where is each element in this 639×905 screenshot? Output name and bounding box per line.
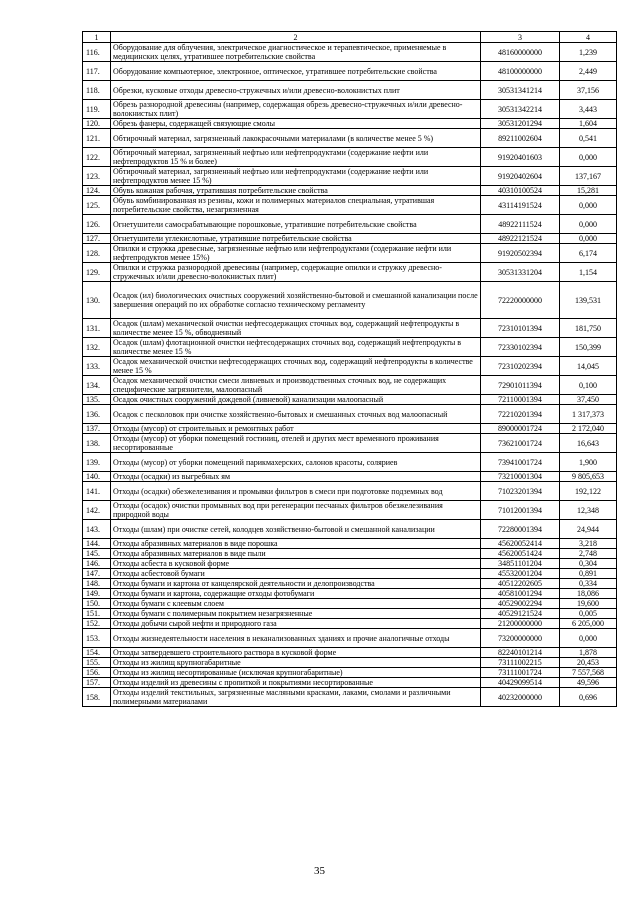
row-number: 129. bbox=[83, 263, 111, 282]
header-col-2: 2 bbox=[111, 32, 481, 43]
waste-name: Огнетушители углекислотные, утратившие потребительские свойства bbox=[111, 234, 481, 244]
row-number: 130. bbox=[83, 282, 111, 319]
waste-code: 73111001724 bbox=[481, 668, 560, 678]
waste-code: 72210201394 bbox=[481, 405, 560, 424]
waste-amount: 2 172,040 bbox=[560, 424, 617, 434]
table-row bbox=[83, 648, 617, 658]
row-number: 157. bbox=[83, 678, 111, 688]
waste-name: Осадок (ил) биологических очистных сооружений хозяйственно-бытовой и смешанной канализации после завершения операций по их обработке согласно техническому регламенту bbox=[111, 282, 481, 319]
waste-name: Обувь комбинированная из резины, кожи и полимерных материалов специальная, утратившая потребительские свойства, незагрязненная bbox=[111, 196, 481, 215]
waste-code: 40581001294 bbox=[481, 589, 560, 599]
waste-amount: 0,000 bbox=[560, 215, 617, 234]
table-row bbox=[83, 357, 617, 376]
table-row bbox=[83, 579, 617, 589]
waste-code: 89211002604 bbox=[481, 129, 560, 148]
table-row bbox=[83, 424, 617, 434]
waste-name: Отходы бумаги и картона, содержащие отходы фотобумаги bbox=[111, 589, 481, 599]
row-number: 124. bbox=[83, 186, 111, 196]
row-number: 137. bbox=[83, 424, 111, 434]
waste-amount: 0,000 bbox=[560, 196, 617, 215]
waste-name: Осадок (шлам) флотационной очистки нефтесодержащих сточных вод, содержащий нефтепродукты в количестве менее 15 % bbox=[111, 338, 481, 357]
table-row bbox=[83, 43, 617, 62]
waste-amount: 0,696 bbox=[560, 688, 617, 707]
waste-code: 73200000000 bbox=[481, 629, 560, 648]
row-number: 148. bbox=[83, 579, 111, 589]
waste-name: Отходы (осадки) обезжелезивания и промывки фильтров в смеси при подготовке подземных вод bbox=[111, 482, 481, 501]
waste-code: 40529002294 bbox=[481, 599, 560, 609]
table-row bbox=[83, 434, 617, 453]
waste-code: 91920402604 bbox=[481, 167, 560, 186]
waste-name: Отходы (шлам) при очистке сетей, колодцев хозяйственно-бытовой и смешанной канализации bbox=[111, 520, 481, 539]
row-number: 128. bbox=[83, 244, 111, 263]
row-number: 149. bbox=[83, 589, 111, 599]
waste-amount: 3,218 bbox=[560, 539, 617, 549]
waste-amount: 1,900 bbox=[560, 453, 617, 472]
table-row bbox=[83, 559, 617, 569]
table-row bbox=[83, 196, 617, 215]
row-number: 135. bbox=[83, 395, 111, 405]
row-number: 152. bbox=[83, 619, 111, 629]
table-header-row bbox=[83, 32, 617, 43]
waste-name: Отходы из жилищ крупногабаритные bbox=[111, 658, 481, 668]
waste-code: 72310202394 bbox=[481, 357, 560, 376]
waste-code: 30531341214 bbox=[481, 81, 560, 100]
waste-amount: 19,600 bbox=[560, 599, 617, 609]
waste-name: Отходы асбестовой бумаги bbox=[111, 569, 481, 579]
waste-amount: 2,449 bbox=[560, 62, 617, 81]
waste-amount: 49,596 bbox=[560, 678, 617, 688]
waste-code: 73111002215 bbox=[481, 658, 560, 668]
row-number: 134. bbox=[83, 376, 111, 395]
table-row bbox=[83, 186, 617, 196]
row-number: 156. bbox=[83, 668, 111, 678]
waste-amount: 150,399 bbox=[560, 338, 617, 357]
row-number: 125. bbox=[83, 196, 111, 215]
waste-name: Опилки и стружка древесные, загрязненные нефтью или нефтепродуктами (содержание нефти или нефтепродуктов менее 15%) bbox=[111, 244, 481, 263]
table-row bbox=[83, 569, 617, 579]
waste-name: Осадок с песколовок при очистке хозяйственно-бытовых и смешанных сточных вод малоопасный bbox=[111, 405, 481, 424]
table-row bbox=[83, 81, 617, 100]
header-col-4: 4 bbox=[560, 32, 617, 43]
table-row bbox=[83, 148, 617, 167]
table-row bbox=[83, 599, 617, 609]
waste-amount: 192,122 bbox=[560, 482, 617, 501]
waste-name: Отходы абразивных материалов в виде пыли bbox=[111, 549, 481, 559]
waste-amount: 1,154 bbox=[560, 263, 617, 282]
row-number: 158. bbox=[83, 688, 111, 707]
row-number: 119. bbox=[83, 100, 111, 119]
waste-name: Осадок (шлам) механической очистки нефтесодержащих сточных вод, содержащий нефтепродукты в количестве менее 15 %, обводненный bbox=[111, 319, 481, 338]
table-row bbox=[83, 501, 617, 520]
waste-name: Отходы абразивных материалов в виде порошка bbox=[111, 539, 481, 549]
waste-code: 48922121524 bbox=[481, 234, 560, 244]
waste-code: 48100000000 bbox=[481, 62, 560, 81]
row-number: 142. bbox=[83, 501, 111, 520]
row-number: 121. bbox=[83, 129, 111, 148]
table-row bbox=[83, 472, 617, 482]
table-row bbox=[83, 609, 617, 619]
row-number: 116. bbox=[83, 43, 111, 62]
table-row bbox=[83, 658, 617, 668]
waste-code: 40529121524 bbox=[481, 609, 560, 619]
waste-amount: 0,005 bbox=[560, 609, 617, 619]
waste-code: 73210001304 bbox=[481, 472, 560, 482]
row-number: 126. bbox=[83, 215, 111, 234]
row-number: 138. bbox=[83, 434, 111, 453]
waste-name: Огнетушители самосрабатывающие порошковые, утратившие потребительские свойства bbox=[111, 215, 481, 234]
waste-amount: 1 317,373 bbox=[560, 405, 617, 424]
table-row bbox=[83, 619, 617, 629]
waste-amount: 137,167 bbox=[560, 167, 617, 186]
row-number: 118. bbox=[83, 81, 111, 100]
waste-name: Отходы изделий текстильных, загрязненные масляными красками, лаками, смолами и различными полимерными материалами bbox=[111, 688, 481, 707]
row-number: 143. bbox=[83, 520, 111, 539]
table-row bbox=[83, 119, 617, 129]
waste-amount: 1,239 bbox=[560, 43, 617, 62]
row-number: 127. bbox=[83, 234, 111, 244]
waste-amount: 0,891 bbox=[560, 569, 617, 579]
header-col-3: 3 bbox=[481, 32, 560, 43]
waste-amount: 0,000 bbox=[560, 629, 617, 648]
row-number: 136. bbox=[83, 405, 111, 424]
waste-code: 72310101394 bbox=[481, 319, 560, 338]
waste-code: 40232000000 bbox=[481, 688, 560, 707]
waste-code: 30531331204 bbox=[481, 263, 560, 282]
row-number: 155. bbox=[83, 658, 111, 668]
waste-name: Оборудование для облучения, электрическое диагностическое и терапевтическое, применяемые в медицинских целях, утратившее потребительские свойства bbox=[111, 43, 481, 62]
waste-code: 21200000000 bbox=[481, 619, 560, 629]
row-number: 141. bbox=[83, 482, 111, 501]
table-row bbox=[83, 549, 617, 559]
waste-code: 40429099514 bbox=[481, 678, 560, 688]
waste-name: Обувь кожаная рабочая, утратившая потребительские свойства bbox=[111, 186, 481, 196]
row-number: 123. bbox=[83, 167, 111, 186]
waste-name: Отходы асбеста в кусковой форме bbox=[111, 559, 481, 569]
waste-amount: 20,453 bbox=[560, 658, 617, 668]
table-row bbox=[83, 215, 617, 234]
table-row bbox=[83, 453, 617, 472]
waste-name: Отходы (осадок) очистки промывных вод при регенерации песчаных фильтров обезжелезивания природной воды bbox=[111, 501, 481, 520]
row-number: 154. bbox=[83, 648, 111, 658]
waste-code: 40310100524 bbox=[481, 186, 560, 196]
row-number: 145. bbox=[83, 549, 111, 559]
table-row bbox=[83, 405, 617, 424]
waste-code: 73621001724 bbox=[481, 434, 560, 453]
table-row bbox=[83, 338, 617, 357]
waste-code: 72220000000 bbox=[481, 282, 560, 319]
waste-amount: 15,281 bbox=[560, 186, 617, 196]
table-row bbox=[83, 589, 617, 599]
waste-amount: 0,334 bbox=[560, 579, 617, 589]
waste-name: Отходы затвердевшего строительного раствора в кусковой форме bbox=[111, 648, 481, 658]
waste-name: Отходы бумаги с полимерным покрытием незагрязненные bbox=[111, 609, 481, 619]
table-row bbox=[83, 319, 617, 338]
waste-amount: 6 205,000 bbox=[560, 619, 617, 629]
page-number: 35 bbox=[314, 865, 325, 877]
waste-name: Обрезь фанеры, содержащей связующие смолы bbox=[111, 119, 481, 129]
waste-table bbox=[82, 31, 617, 707]
table-row bbox=[83, 482, 617, 501]
row-number: 131. bbox=[83, 319, 111, 338]
waste-name: Оборудование компьютерное, электронное, оптическое, утратившее потребительские свойства bbox=[111, 62, 481, 81]
waste-amount: 0,541 bbox=[560, 129, 617, 148]
waste-name: Обтирочный материал, загрязненный лакокрасочными материалами (в количестве менее 5 %) bbox=[111, 129, 481, 148]
table-row bbox=[83, 282, 617, 319]
waste-code: 72110001394 bbox=[481, 395, 560, 405]
row-number: 120. bbox=[83, 119, 111, 129]
waste-name: Осадок механической очистки нефтесодержащих сточных вод, содержащий нефтепродукты в количестве менее 15 % bbox=[111, 357, 481, 376]
table-row bbox=[83, 629, 617, 648]
waste-name: Отходы жизнедеятельности населения в неканализованных зданиях и прочие аналогичные отходы bbox=[111, 629, 481, 648]
table-row bbox=[83, 62, 617, 81]
table-row bbox=[83, 539, 617, 549]
waste-code: 73941001724 bbox=[481, 453, 560, 472]
waste-amount: 0,100 bbox=[560, 376, 617, 395]
waste-name: Осадок механической очистки смеси ливневых и производственных сточных вод, не содержащих специфические загрязнители, малоопасный bbox=[111, 376, 481, 395]
row-number: 117. bbox=[83, 62, 111, 81]
waste-amount: 0,000 bbox=[560, 234, 617, 244]
waste-name: Отходы из жилищ несортированные (исключая крупногабаритные) bbox=[111, 668, 481, 678]
table-row bbox=[83, 234, 617, 244]
table-row bbox=[83, 395, 617, 405]
waste-name: Обрезки, кусковые отходы древесно-стружечных и/или древесно-волокнистых плит bbox=[111, 81, 481, 100]
waste-code: 89000001724 bbox=[481, 424, 560, 434]
row-number: 151. bbox=[83, 609, 111, 619]
waste-amount: 14,045 bbox=[560, 357, 617, 376]
waste-code: 34851101204 bbox=[481, 559, 560, 569]
waste-name: Отходы (осадки) из выгребных ям bbox=[111, 472, 481, 482]
table-row bbox=[83, 167, 617, 186]
row-number: 132. bbox=[83, 338, 111, 357]
waste-code: 30531201294 bbox=[481, 119, 560, 129]
row-number: 122. bbox=[83, 148, 111, 167]
row-number: 150. bbox=[83, 599, 111, 609]
row-number: 133. bbox=[83, 357, 111, 376]
waste-amount: 18,086 bbox=[560, 589, 617, 599]
waste-code: 91920401603 bbox=[481, 148, 560, 167]
waste-amount: 1,878 bbox=[560, 648, 617, 658]
waste-name: Обтирочный материал, загрязненный нефтью или нефтепродуктами (содержание нефти или нефтепродуктов 15 % и более) bbox=[111, 148, 481, 167]
waste-code: 72330102394 bbox=[481, 338, 560, 357]
waste-code: 71012001394 bbox=[481, 501, 560, 520]
waste-name: Отходы (мусор) от уборки помещений гостиниц, отелей и других мест временного проживания несортированные bbox=[111, 434, 481, 453]
waste-amount: 181,750 bbox=[560, 319, 617, 338]
waste-code: 72901011394 bbox=[481, 376, 560, 395]
waste-amount: 2,748 bbox=[560, 549, 617, 559]
table-row bbox=[83, 520, 617, 539]
waste-amount: 9 805,653 bbox=[560, 472, 617, 482]
table-row bbox=[83, 376, 617, 395]
waste-name: Осадок очистных сооружений дождевой (ливневой) канализации малоопасный bbox=[111, 395, 481, 405]
waste-amount: 0,304 bbox=[560, 559, 617, 569]
table-row bbox=[83, 688, 617, 707]
document-page bbox=[82, 31, 616, 707]
waste-amount: 12,348 bbox=[560, 501, 617, 520]
waste-code: 45532001204 bbox=[481, 569, 560, 579]
table-row bbox=[83, 244, 617, 263]
waste-code: 45620052414 bbox=[481, 539, 560, 549]
waste-amount: 1,604 bbox=[560, 119, 617, 129]
waste-name: Отходы бумаги с клеевым слоем bbox=[111, 599, 481, 609]
waste-code: 48922111524 bbox=[481, 215, 560, 234]
row-number: 146. bbox=[83, 559, 111, 569]
row-number: 140. bbox=[83, 472, 111, 482]
waste-name: Опилки и стружка разнородной древесины (например, содержащие опилки и стружку древесно-стружечных и/или древесно-волокнистых плит) bbox=[111, 263, 481, 282]
table-row bbox=[83, 263, 617, 282]
waste-amount: 37,156 bbox=[560, 81, 617, 100]
waste-code: 48160000000 bbox=[481, 43, 560, 62]
row-number: 139. bbox=[83, 453, 111, 472]
waste-name: Обтирочный материал, загрязненный нефтью или нефтепродуктами (содержание нефти или нефтепродуктов менее 15 %) bbox=[111, 167, 481, 186]
waste-code: 40512202605 bbox=[481, 579, 560, 589]
table-row bbox=[83, 129, 617, 148]
row-number: 144. bbox=[83, 539, 111, 549]
waste-code: 45620051424 bbox=[481, 549, 560, 559]
waste-name: Отходы бумаги и картона от канцелярской деятельности и делопроизводства bbox=[111, 579, 481, 589]
waste-name: Отходы (мусор) от строительных и ремонтных работ bbox=[111, 424, 481, 434]
waste-code: 71023201394 bbox=[481, 482, 560, 501]
header-col-1: 1 bbox=[83, 32, 111, 43]
waste-amount: 16,643 bbox=[560, 434, 617, 453]
waste-amount: 6,174 bbox=[560, 244, 617, 263]
waste-amount: 7 557,568 bbox=[560, 668, 617, 678]
waste-amount: 37,450 bbox=[560, 395, 617, 405]
table-row bbox=[83, 678, 617, 688]
row-number: 147. bbox=[83, 569, 111, 579]
table-body bbox=[83, 32, 617, 707]
waste-code: 91920502394 bbox=[481, 244, 560, 263]
waste-amount: 0,000 bbox=[560, 148, 617, 167]
waste-name: Отходы изделий из древесины с пропиткой и покрытиями несортированные bbox=[111, 678, 481, 688]
row-number: 153. bbox=[83, 629, 111, 648]
waste-code: 82240101214 bbox=[481, 648, 560, 658]
table-row bbox=[83, 100, 617, 119]
table-row bbox=[83, 668, 617, 678]
waste-code: 43114191524 bbox=[481, 196, 560, 215]
waste-name: Отходы добычи сырой нефти и природного газа bbox=[111, 619, 481, 629]
waste-amount: 24,944 bbox=[560, 520, 617, 539]
waste-name: Отходы (мусор) от уборки помещений парикмахерских, салонов красоты, соляриев bbox=[111, 453, 481, 472]
waste-name: Обрезь разнородной древесины (например, содержащая обрезь древесно-стружечных и/или древесно-волокнистых плит) bbox=[111, 100, 481, 119]
waste-code: 72280001394 bbox=[481, 520, 560, 539]
waste-amount: 139,531 bbox=[560, 282, 617, 319]
waste-amount: 3,443 bbox=[560, 100, 617, 119]
waste-code: 30531342214 bbox=[481, 100, 560, 119]
